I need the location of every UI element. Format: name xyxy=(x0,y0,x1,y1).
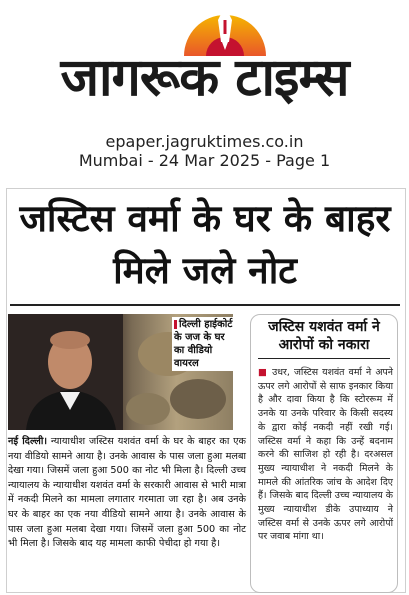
sidebar-body xyxy=(258,366,393,544)
headline-divider xyxy=(10,304,400,306)
bullet-icon: ■ xyxy=(258,367,268,378)
caption-marker xyxy=(174,320,177,329)
photo-caption-text: दिल्ली हाईकोर्ट के जज के घर का वीडियो वायरल xyxy=(174,319,233,369)
article-headline: जस्टिस वर्मा के घर के बाहर मिले जले नोट xyxy=(19,196,391,292)
sidebar-title: जस्टिस यशवंत वर्मा ने आरोपों को नकारा xyxy=(268,319,380,353)
dateline: नई दिल्ली। xyxy=(8,436,48,447)
article-body xyxy=(8,435,246,552)
article-body-text: न्यायाधीश जस्टिस यशवंत वर्मा के घर के बाहर का एक नया वीडियो सामने आया है। उनके आवास के पास जला हुआ मलबा देखा गया। जिसमें जला हुआ 500 का नोट भी मिला है। दिल्ली उच्च न्यायालय के न्यायाधीश यशवंत वर्मा के सरकारी आवास से भारी मात्रा में नकदी मिलने का मामला लगातार गरमाता जा रहा है। अब उनके घर के बाहर का एक नया वीडियो सामने आया है। उनके आवास के पास जला हुआ मलबा देखा गया। जिसमें जला हुआ 500 का नोट भी मिला है। जिसके बाद यह मामला काफी पेचीदा हो गया है। xyxy=(8,436,246,550)
sidebar-body-text: उधर, जस्टिस यशवंत वर्मा ने अपने ऊपर लगे आरोपों से साफ इनकार किया है और दावा किया है कि स्टोररूम में उनके या उनके परिवार के किसी सदस्य के द्वारा कोई नकदी नहीं रखी गई। जस्टिस वर्मा ने कहा कि उन्हें बदनाम करने की साजिश हो रही है। दरअसल मुख्य न्यायाधीश ने नकदी मिलने के मामले की आंतरिक जांच के आदेश दिए हैं। जिसके बाद दिल्ली उच्च न्यायालय के मुख्य न्यायाधीश डीके उपाध्याय ने जस्टिस वर्मा से उनके ऊपर लगे आरोपों पर जवाब मांगा था। xyxy=(258,367,394,543)
epaper-url[interactable]: epaper.jagruktimes.co.in xyxy=(105,132,304,151)
sidebar-divider xyxy=(258,358,390,359)
masthead-title: जागरूक टाइम्स xyxy=(60,48,349,108)
edition-info: Mumbai - 24 Mar 2025 - Page 1 xyxy=(78,151,331,170)
photo-caption xyxy=(172,317,236,371)
